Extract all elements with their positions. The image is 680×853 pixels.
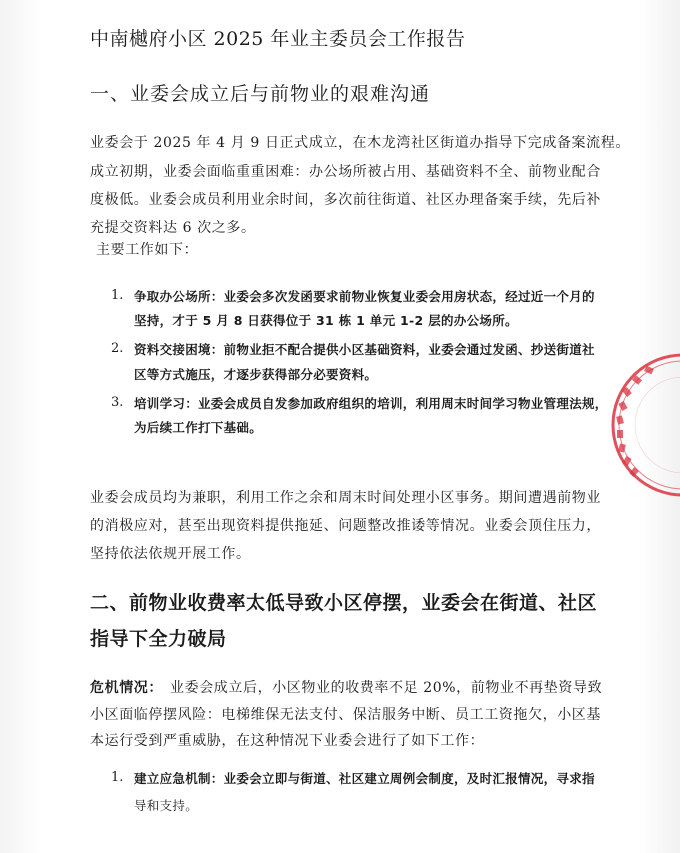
section1-intro-line: 度极低。业委会成员利用业余时间，多次前往街道、社区办理备案手续，先后补	[90, 192, 601, 208]
official-seal-icon	[608, 350, 680, 500]
section1-outro-line: 业委会成员均为兼职，利用工作之余和周末时间处理小区事务。期间遭遇前物业	[90, 490, 601, 506]
list-item-number: 3.	[111, 395, 124, 410]
crisis-line: 本运行受到严重威胁，在这种情况下业委会进行了如下工作：	[90, 733, 485, 749]
section1-outro-line: 坚持依法依规开展工作。	[90, 546, 251, 562]
section1-intro-line: 充提交资料达 6 次之多。	[90, 220, 256, 236]
list-item-line	[134, 287, 595, 305]
list-item-line: 坚持，才于 5 月 8 日获得位于 31 栋 1 单元 1-2 层的办公场所。	[134, 313, 518, 328]
section2-heading: 二、前物业收费率太低导致小区停摆，业委会在街道、社区	[90, 592, 598, 614]
list-item-line: 为后续工作打下基础。	[134, 420, 263, 435]
list-item-line: 培训学习：业委会成员自发参加政府组织的培训，利用周末时间学习物业管理法规，	[134, 396, 608, 411]
crisis-line: 业委会成立后，小区物业的收费率不足 20%，前物业不再垫资导致	[170, 680, 603, 696]
list-item-line: 导和支持。	[134, 798, 199, 813]
list-item-text: 争取办公场所：业委会多次发函要求前物业恢复业委会用房状态，经过近一个月的	[134, 289, 595, 304]
list-item-number: 1.	[111, 770, 124, 785]
section1-intro-line: 成立初期，业委会面临重重困难：办公场所被占用、基础资料不全、前物业配合	[90, 164, 601, 180]
section1-heading: 一、业委会成立后与前物业的艰难沟通	[90, 83, 431, 105]
list-item-line: 资料交接困境：前物业拒不配合提供小区基础资料，业委会通过发函、抄送街道社	[134, 342, 595, 357]
section2-heading: 指导下全力破局	[90, 628, 227, 650]
section1-outro-line: 的消极应对，甚至出现资料提供拖延、问题整改推诿等情况。业委会顶住压力，	[90, 518, 601, 534]
crisis-label: 危机情况：	[90, 680, 163, 696]
list-item-text: 建立应急机制：业委会立即与街道、社区建立周例会制度，及时汇报情况，寻求指	[134, 771, 595, 786]
document-title: 中南樾府小区 2025 年业主委员会工作报告	[90, 28, 466, 50]
list-item-line	[134, 769, 595, 787]
section1-intro-line: 业委会于 2025 年 4 月 9 日正式成立，在木龙湾社区街道办指导下完成备案流程。	[90, 135, 630, 151]
crisis-line: 小区面临停摆风险：电梯维保无法支付、保洁服务中断、员工工资拖欠，小区基	[90, 707, 601, 723]
list-item-line: 区等方式施压，才逐步获得部分必要资料。	[134, 367, 378, 382]
work-list-label: 主要工作如下：	[96, 242, 199, 258]
list-item-number: 1.	[111, 288, 124, 303]
list-item-number: 2.	[111, 341, 124, 356]
